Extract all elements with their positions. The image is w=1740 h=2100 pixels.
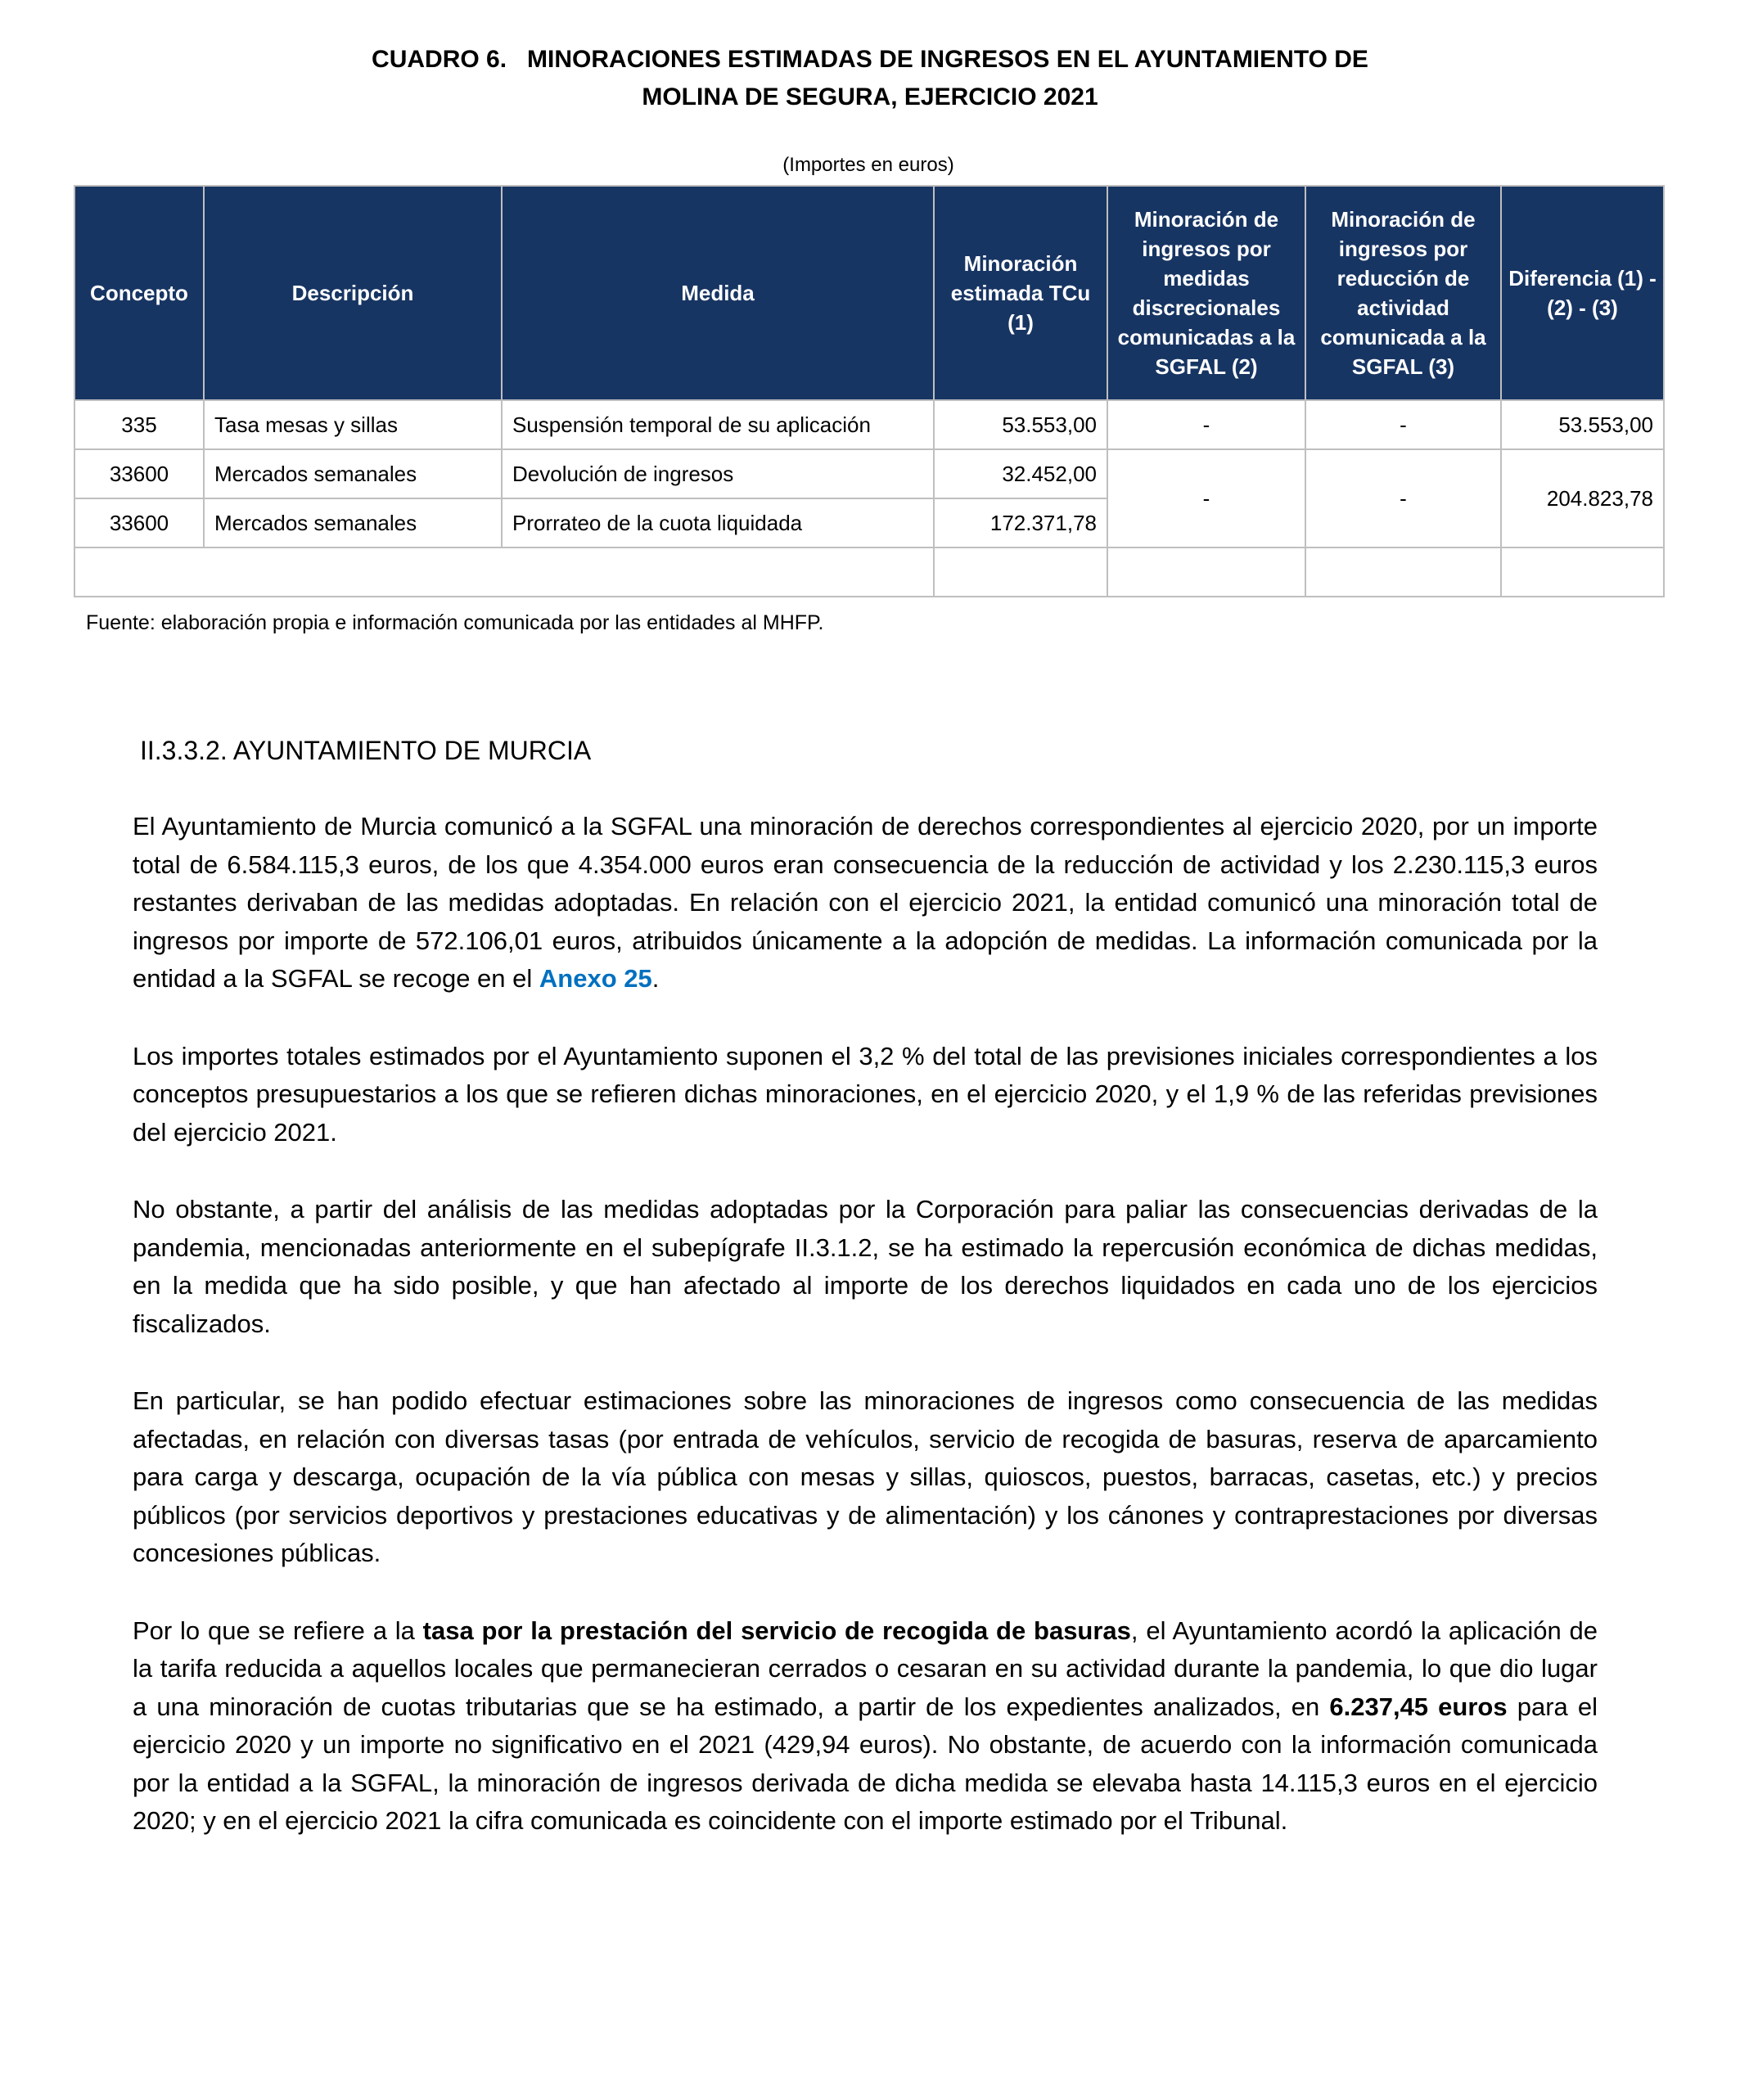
- cell-medida: Prorrateo de la cuota liquidada: [502, 498, 934, 548]
- text: El Ayuntamiento de Murcia comunicó a la SGFAL una minoración de derechos correspondientes al ejercicio 2020, por un importe total de 6.584.115,3 euros, de los que 4.354.000 euros eran consecuencia de la reducción de actividad y los 2.230.115,3 euros restantes derivaban de las medidas adoptadas. En relación con el ejercicio 2021, la entidad comunicó una minoración total de ingresos por importe de 572.106,01 euros, atribuidos únicamente a la adopción de medidas. La información comunicada por la entidad a la SGFAL se recoge en el: [133, 812, 1598, 993]
- section-heading: II.3.3.2. AYUNTAMIENTO DE MURCIA: [140, 736, 592, 765]
- units-note: (Importes en euros): [782, 154, 954, 176]
- col-header-sgfal-2: Minoración de ingresos por medidas discrecionales comunicadas a la SGFAL (2): [1107, 186, 1305, 400]
- table-title-line2: MOLINA DE SEGURA, EJERCICIO 2021: [642, 83, 1098, 110]
- total-minoracion: 258.376,78: [934, 548, 1107, 597]
- cell-descripcion: Mercados semanales: [204, 498, 502, 548]
- cell-concepto: 335: [74, 400, 204, 449]
- body-paragraphs: [133, 808, 1598, 1841]
- cell-concepto: 33600: [74, 449, 204, 498]
- cell-diferencia-merged: 204.823,78: [1501, 449, 1664, 548]
- table-header-row: [74, 186, 1664, 400]
- paragraph: [133, 1612, 1598, 1841]
- text: Los importes totales estimados por el Ayuntamiento suponen el 3,2 % del total de las previsiones iniciales correspondientes a los conceptos presupuestarios a los que se refieren dichas minoraciones, en el ejercicio 2020, y el 1,9 % de las referidas previsiones del ejercicio 2021.: [133, 1041, 1598, 1147]
- col-header-descripcion: Descripción: [204, 186, 502, 400]
- cell-descripcion: Tasa mesas y sillas: [204, 400, 502, 449]
- cell-minoracion: 172.371,78: [934, 498, 1107, 548]
- table-row: [74, 400, 1664, 449]
- total-label: TOTAL: [74, 548, 934, 597]
- bold-text: tasa por la prestación del servicio de recogida de basuras: [422, 1616, 1131, 1645]
- cell-medida: Devolución de ingresos: [502, 449, 934, 498]
- cell-diferencia: 53.553,00: [1501, 400, 1664, 449]
- anexo-25-link[interactable]: Anexo 25: [539, 964, 652, 993]
- cell-minoracion: 32.452,00: [934, 449, 1107, 498]
- col-header-sgfal-3: Minoración de ingresos por reducción de actividad comunicada a la SGFAL (3): [1305, 186, 1501, 400]
- source-note: Fuente: elaboración propia e información comunicada por las entidades al MHFP.: [86, 611, 824, 634]
- text: , el Ayuntamiento acordó la aplicación de la tarifa reducida a aquellos locales que permanecieran cerrados o cesaran en su actividad durante la pandemia, lo que dio lugar a una minoración de cuotas tributarias que se ha estimado, a partir de los expedientes analizados, en: [133, 1616, 1598, 1721]
- cell-sgfal-2: -: [1107, 400, 1305, 449]
- total-sgfal-2: 0,00: [1107, 548, 1305, 597]
- col-header-concepto: Concepto: [74, 186, 204, 400]
- paragraph: [133, 808, 1598, 998]
- text: .: [651, 964, 660, 993]
- cell-concepto: 33600: [74, 498, 204, 548]
- total-diferencia: 258.376,78: [1501, 548, 1664, 597]
- cell-medida: Suspensión temporal de su aplicación: [502, 400, 934, 449]
- paragraph: [133, 1382, 1598, 1573]
- text: Por lo que se refiere a la: [133, 1616, 423, 1645]
- text: No obstante, a partir del análisis de las medidas adoptadas por la Corporación para paliar las consecuencias derivadas de la pandemia, mencionadas anteriormente en el subepígrafe II.3.1.2, se ha estimado la repercusión económica de dichas medidas, en la medida que ha sido posible, y que han afectado al importe de los derechos liquidados en cada uno de los ejercicios fiscalizados.: [133, 1195, 1598, 1338]
- bold-text: 6.237,45 euros: [1329, 1692, 1508, 1721]
- cell-sgfal-3-merged: -: [1305, 449, 1501, 548]
- cell-minoracion: 53.553,00: [934, 400, 1107, 449]
- cell-descripcion: Mercados semanales: [204, 449, 502, 498]
- col-header-medida: Medida: [502, 186, 934, 400]
- table-title-line1: CUADRO 6. MINORACIONES ESTIMADAS DE INGRESOS EN EL AYUNTAMIENTO DE: [372, 46, 1368, 73]
- cell-sgfal-2-merged: -: [1107, 449, 1305, 548]
- table-row: [74, 449, 1664, 498]
- paragraph: [133, 1038, 1598, 1152]
- paragraph: [133, 1191, 1598, 1343]
- text: para el ejercicio 2020 y un importe no significativo en el 2021 (429,94 euros). No obstante, de acuerdo con la información comunicada por la entidad a la SGFAL, la minoración de ingresos derivada de dicha medida se elevaba hasta 14.115,3 euros en el ejercicio 2020; y en el ejercicio 2021 la cifra comunicada es coincidente con el importe estimado por el Tribunal.: [133, 1692, 1598, 1835]
- table-title: [0, 41, 1740, 116]
- text: En particular, se han podido efectuar estimaciones sobre las minoraciones de ingresos como consecuencia de las medidas afectadas, en relación con diversas tasas (por entrada de vehículos, servicio de recogida de basuras, reserva de aparcamiento para carga y descarga, ocupación de la vía pública con mesas y sillas, quioscos, puestos, barracas, casetas, etc.) y precios públicos (por servicios deportivos y prestaciones educativas y de alimentación) y los cánones y contraprestaciones por diversas concesiones públicas.: [133, 1386, 1598, 1567]
- total-sgfal-3: 0,00: [1305, 548, 1501, 597]
- col-header-diferencia: Diferencia (1) - (2) - (3): [1501, 186, 1664, 400]
- col-header-minoracion-tcu: Minoración estimada TCu (1): [934, 186, 1107, 400]
- table-total-row: [74, 548, 1664, 597]
- cell-sgfal-3: -: [1305, 400, 1501, 449]
- cuadro-6-table: [74, 185, 1665, 597]
